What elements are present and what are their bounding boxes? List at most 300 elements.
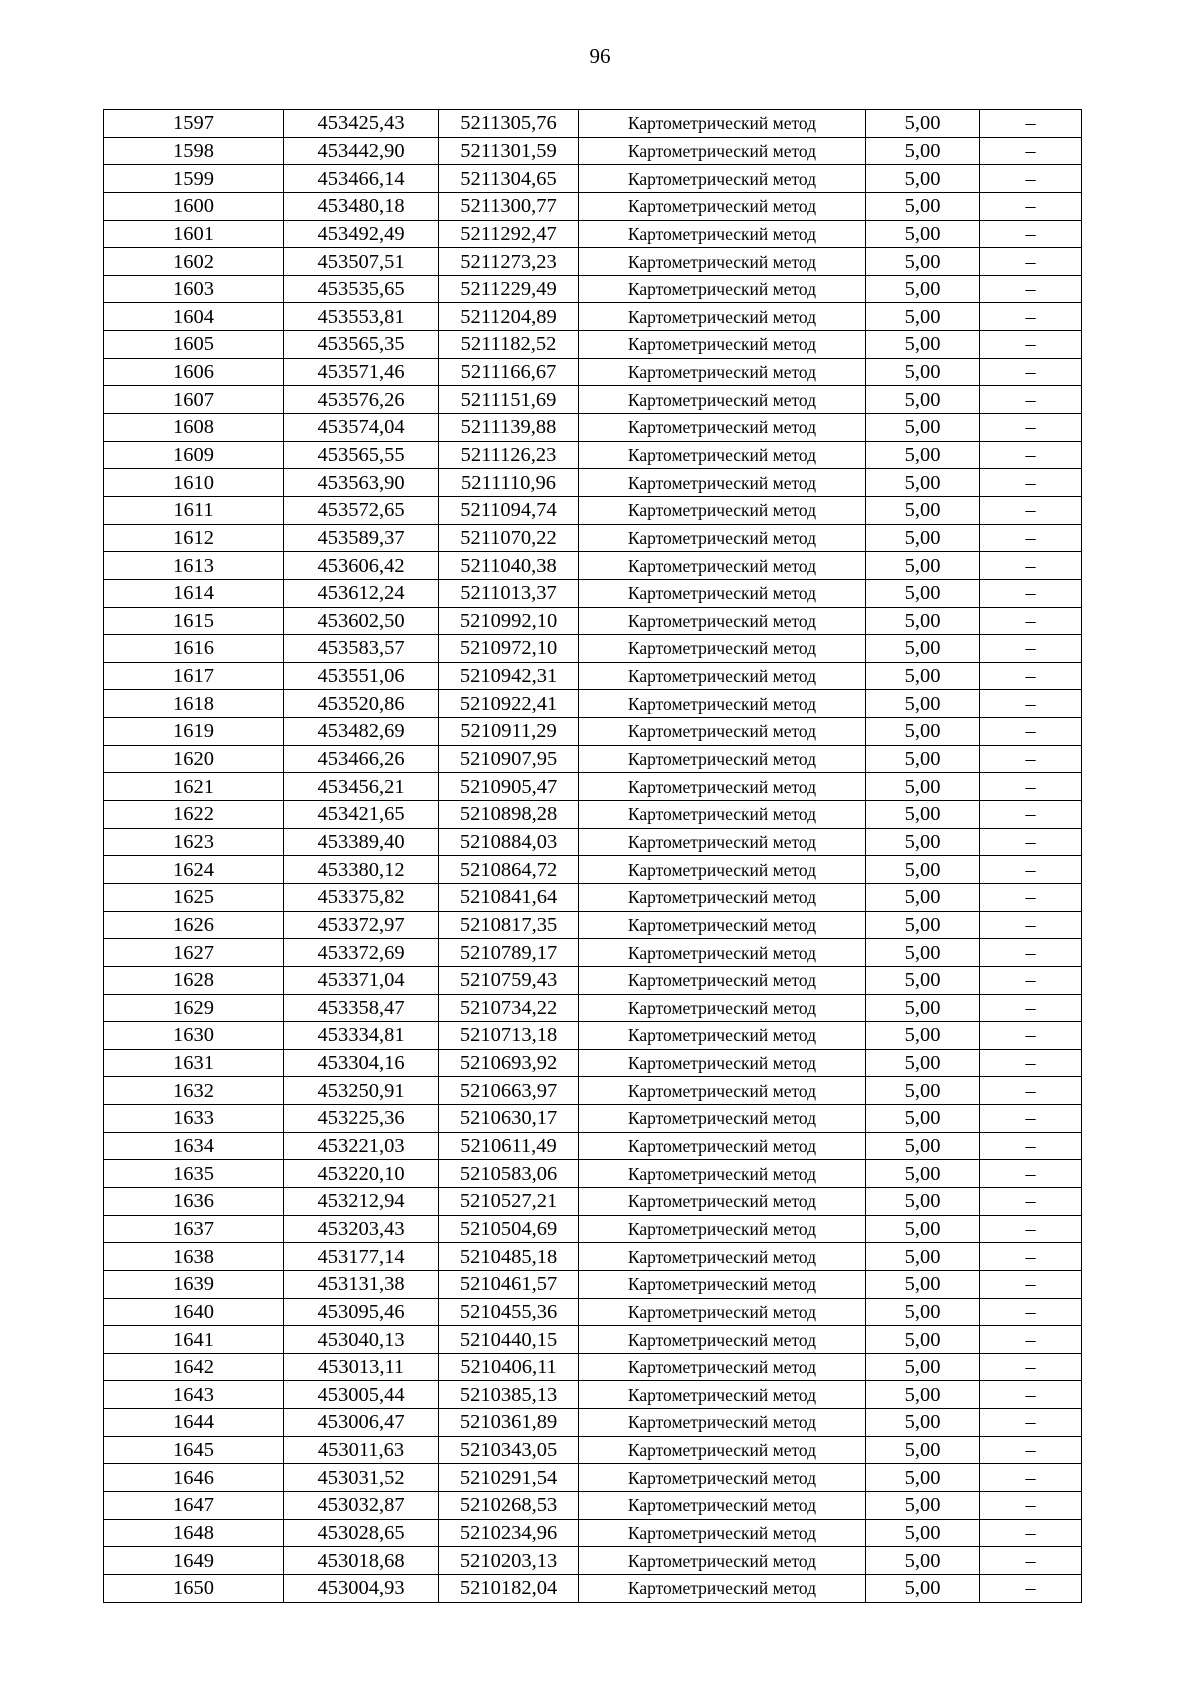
method-cell: Картометрический метод xyxy=(579,1547,866,1575)
accuracy-cell: 5,00 xyxy=(866,911,980,939)
point-number-cell: 1604 xyxy=(104,303,284,331)
x-coordinate-cell: 453212,94 xyxy=(284,1187,439,1215)
point-number-cell: 1628 xyxy=(104,966,284,994)
point-number-cell: 1616 xyxy=(104,635,284,663)
table-row xyxy=(104,801,1082,829)
table-row xyxy=(104,939,1082,967)
method-cell: Картометрический метод xyxy=(579,1270,866,1298)
x-coordinate-cell: 453535,65 xyxy=(284,275,439,303)
point-number-cell: 1602 xyxy=(104,248,284,276)
note-cell: – xyxy=(980,1132,1082,1160)
x-coordinate-cell: 453220,10 xyxy=(284,1160,439,1188)
method-cell: Картометрический метод xyxy=(579,137,866,165)
point-number-cell: 1629 xyxy=(104,994,284,1022)
y-coordinate-cell: 5210203,13 xyxy=(439,1547,579,1575)
table-row xyxy=(104,496,1082,524)
note-cell: – xyxy=(980,718,1082,746)
x-coordinate-cell: 453574,04 xyxy=(284,414,439,442)
note-cell: – xyxy=(980,275,1082,303)
method-cell: Картометрический метод xyxy=(579,192,866,220)
method-cell: Картометрический метод xyxy=(579,883,866,911)
point-number-cell: 1618 xyxy=(104,690,284,718)
table-row xyxy=(104,1464,1082,1492)
table-row xyxy=(104,137,1082,165)
point-number-cell: 1597 xyxy=(104,110,284,138)
accuracy-cell: 5,00 xyxy=(866,994,980,1022)
accuracy-cell: 5,00 xyxy=(866,220,980,248)
table-row xyxy=(104,1243,1082,1271)
x-coordinate-cell: 453004,93 xyxy=(284,1574,439,1602)
x-coordinate-cell: 453358,47 xyxy=(284,994,439,1022)
accuracy-cell: 5,00 xyxy=(866,1326,980,1354)
point-number-cell: 1650 xyxy=(104,1574,284,1602)
x-coordinate-cell: 453372,97 xyxy=(284,911,439,939)
point-number-cell: 1631 xyxy=(104,1049,284,1077)
accuracy-cell: 5,00 xyxy=(866,1464,980,1492)
note-cell: – xyxy=(980,883,1082,911)
method-cell: Картометрический метод xyxy=(579,469,866,497)
x-coordinate-cell: 453013,11 xyxy=(284,1353,439,1381)
y-coordinate-cell: 5211300,77 xyxy=(439,192,579,220)
x-coordinate-cell: 453389,40 xyxy=(284,828,439,856)
y-coordinate-cell: 5211229,49 xyxy=(439,275,579,303)
method-cell: Картометрический метод xyxy=(579,828,866,856)
x-coordinate-cell: 453225,36 xyxy=(284,1105,439,1133)
method-cell: Картометрический метод xyxy=(579,911,866,939)
note-cell: – xyxy=(980,1243,1082,1271)
x-coordinate-cell: 453456,21 xyxy=(284,773,439,801)
x-coordinate-cell: 453005,44 xyxy=(284,1381,439,1409)
y-coordinate-cell: 5211110,96 xyxy=(439,469,579,497)
y-coordinate-cell: 5210234,96 xyxy=(439,1519,579,1547)
x-coordinate-cell: 453466,26 xyxy=(284,745,439,773)
accuracy-cell: 5,00 xyxy=(866,828,980,856)
point-number-cell: 1626 xyxy=(104,911,284,939)
point-number-cell: 1636 xyxy=(104,1187,284,1215)
y-coordinate-cell: 5210385,13 xyxy=(439,1381,579,1409)
point-number-cell: 1637 xyxy=(104,1215,284,1243)
table-row xyxy=(104,1492,1082,1520)
y-coordinate-cell: 5210583,06 xyxy=(439,1160,579,1188)
point-number-cell: 1639 xyxy=(104,1270,284,1298)
y-coordinate-cell: 5210905,47 xyxy=(439,773,579,801)
x-coordinate-cell: 453371,04 xyxy=(284,966,439,994)
x-coordinate-cell: 453334,81 xyxy=(284,1022,439,1050)
accuracy-cell: 5,00 xyxy=(866,1353,980,1381)
accuracy-cell: 5,00 xyxy=(866,1574,980,1602)
table-row xyxy=(104,552,1082,580)
table-row xyxy=(104,386,1082,414)
method-cell: Картометрический метод xyxy=(579,773,866,801)
point-number-cell: 1613 xyxy=(104,552,284,580)
y-coordinate-cell: 5210455,36 xyxy=(439,1298,579,1326)
note-cell: – xyxy=(980,1409,1082,1437)
x-coordinate-cell: 453606,42 xyxy=(284,552,439,580)
y-coordinate-cell: 5210291,54 xyxy=(439,1464,579,1492)
y-coordinate-cell: 5210907,95 xyxy=(439,745,579,773)
table-row xyxy=(104,1547,1082,1575)
method-cell: Картометрический метод xyxy=(579,1574,866,1602)
table-row xyxy=(104,1298,1082,1326)
note-cell: – xyxy=(980,1160,1082,1188)
note-cell: – xyxy=(980,1574,1082,1602)
y-coordinate-cell: 5210942,31 xyxy=(439,662,579,690)
point-number-cell: 1605 xyxy=(104,331,284,359)
x-coordinate-cell: 453131,38 xyxy=(284,1270,439,1298)
y-coordinate-cell: 5210898,28 xyxy=(439,801,579,829)
method-cell: Картометрический метод xyxy=(579,745,866,773)
method-cell: Картометрический метод xyxy=(579,1132,866,1160)
table-row xyxy=(104,220,1082,248)
accuracy-cell: 5,00 xyxy=(866,1381,980,1409)
point-number-cell: 1623 xyxy=(104,828,284,856)
accuracy-cell: 5,00 xyxy=(866,635,980,663)
point-number-cell: 1634 xyxy=(104,1132,284,1160)
method-cell: Картометрический метод xyxy=(579,1022,866,1050)
note-cell: – xyxy=(980,1381,1082,1409)
point-number-cell: 1619 xyxy=(104,718,284,746)
x-coordinate-cell: 453480,18 xyxy=(284,192,439,220)
page-number: 96 xyxy=(589,44,611,68)
table-row xyxy=(104,192,1082,220)
y-coordinate-cell: 5210663,97 xyxy=(439,1077,579,1105)
table-row xyxy=(104,1160,1082,1188)
point-number-cell: 1632 xyxy=(104,1077,284,1105)
point-number-cell: 1599 xyxy=(104,165,284,193)
accuracy-cell: 5,00 xyxy=(866,524,980,552)
y-coordinate-cell: 5210630,17 xyxy=(439,1105,579,1133)
point-number-cell: 1607 xyxy=(104,386,284,414)
method-cell: Картометрический метод xyxy=(579,414,866,442)
method-cell: Картометрический метод xyxy=(579,939,866,967)
method-cell: Картометрический метод xyxy=(579,303,866,331)
table-row xyxy=(104,966,1082,994)
y-coordinate-cell: 5210406,11 xyxy=(439,1353,579,1381)
point-number-cell: 1622 xyxy=(104,801,284,829)
accuracy-cell: 5,00 xyxy=(866,662,980,690)
accuracy-cell: 5,00 xyxy=(866,275,980,303)
y-coordinate-cell: 5211182,52 xyxy=(439,331,579,359)
x-coordinate-cell: 453031,52 xyxy=(284,1464,439,1492)
table-row xyxy=(104,607,1082,635)
y-coordinate-cell: 5211126,23 xyxy=(439,441,579,469)
accuracy-cell: 5,00 xyxy=(866,165,980,193)
note-cell: – xyxy=(980,1547,1082,1575)
table-row xyxy=(104,469,1082,497)
y-coordinate-cell: 5210343,05 xyxy=(439,1436,579,1464)
accuracy-cell: 5,00 xyxy=(866,1105,980,1133)
accuracy-cell: 5,00 xyxy=(866,773,980,801)
method-cell: Картометрический метод xyxy=(579,386,866,414)
x-coordinate-cell: 453442,90 xyxy=(284,137,439,165)
accuracy-cell: 5,00 xyxy=(866,856,980,884)
x-coordinate-cell: 453221,03 xyxy=(284,1132,439,1160)
accuracy-cell: 5,00 xyxy=(866,745,980,773)
point-number-cell: 1617 xyxy=(104,662,284,690)
note-cell: – xyxy=(980,137,1082,165)
table-row xyxy=(104,303,1082,331)
method-cell: Картометрический метод xyxy=(579,165,866,193)
point-number-cell: 1612 xyxy=(104,524,284,552)
method-cell: Картометрический метод xyxy=(579,1436,866,1464)
note-cell: – xyxy=(980,801,1082,829)
accuracy-cell: 5,00 xyxy=(866,939,980,967)
method-cell: Картометрический метод xyxy=(579,801,866,829)
point-number-cell: 1601 xyxy=(104,220,284,248)
point-number-cell: 1609 xyxy=(104,441,284,469)
table-row xyxy=(104,1077,1082,1105)
note-cell: – xyxy=(980,607,1082,635)
note-cell: – xyxy=(980,496,1082,524)
note-cell: – xyxy=(980,828,1082,856)
x-coordinate-cell: 453177,14 xyxy=(284,1243,439,1271)
method-cell: Картометрический метод xyxy=(579,1464,866,1492)
y-coordinate-cell: 5210759,43 xyxy=(439,966,579,994)
y-coordinate-cell: 5211094,74 xyxy=(439,496,579,524)
y-coordinate-cell: 5210611,49 xyxy=(439,1132,579,1160)
note-cell: – xyxy=(980,939,1082,967)
table-row xyxy=(104,1326,1082,1354)
method-cell: Картометрический метод xyxy=(579,496,866,524)
coordinates-table-body xyxy=(104,110,1082,1603)
note-cell: – xyxy=(980,469,1082,497)
x-coordinate-cell: 453563,90 xyxy=(284,469,439,497)
accuracy-cell: 5,00 xyxy=(866,801,980,829)
y-coordinate-cell: 5210911,29 xyxy=(439,718,579,746)
table-row xyxy=(104,110,1082,138)
method-cell: Картометрический метод xyxy=(579,635,866,663)
method-cell: Картометрический метод xyxy=(579,552,866,580)
point-number-cell: 1635 xyxy=(104,1160,284,1188)
note-cell: – xyxy=(980,966,1082,994)
x-coordinate-cell: 453576,26 xyxy=(284,386,439,414)
accuracy-cell: 5,00 xyxy=(866,1519,980,1547)
table-row xyxy=(104,1049,1082,1077)
note-cell: – xyxy=(980,690,1082,718)
method-cell: Картометрический метод xyxy=(579,275,866,303)
method-cell: Картометрический метод xyxy=(579,856,866,884)
accuracy-cell: 5,00 xyxy=(866,579,980,607)
y-coordinate-cell: 5210884,03 xyxy=(439,828,579,856)
y-coordinate-cell: 5210527,21 xyxy=(439,1187,579,1215)
accuracy-cell: 5,00 xyxy=(866,414,980,442)
accuracy-cell: 5,00 xyxy=(866,1547,980,1575)
method-cell: Картометрический метод xyxy=(579,1160,866,1188)
accuracy-cell: 5,00 xyxy=(866,1160,980,1188)
accuracy-cell: 5,00 xyxy=(866,331,980,359)
method-cell: Картометрический метод xyxy=(579,441,866,469)
point-number-cell: 1615 xyxy=(104,607,284,635)
accuracy-cell: 5,00 xyxy=(866,552,980,580)
y-coordinate-cell: 5210693,92 xyxy=(439,1049,579,1077)
point-number-cell: 1600 xyxy=(104,192,284,220)
y-coordinate-cell: 5210841,64 xyxy=(439,883,579,911)
y-coordinate-cell: 5210922,41 xyxy=(439,690,579,718)
note-cell: – xyxy=(980,1215,1082,1243)
accuracy-cell: 5,00 xyxy=(866,607,980,635)
table-row xyxy=(104,1022,1082,1050)
note-cell: – xyxy=(980,192,1082,220)
accuracy-cell: 5,00 xyxy=(866,358,980,386)
x-coordinate-cell: 453250,91 xyxy=(284,1077,439,1105)
accuracy-cell: 5,00 xyxy=(866,1187,980,1215)
y-coordinate-cell: 5211301,59 xyxy=(439,137,579,165)
note-cell: – xyxy=(980,1022,1082,1050)
method-cell: Картометрический метод xyxy=(579,1049,866,1077)
table-row xyxy=(104,1436,1082,1464)
method-cell: Картометрический метод xyxy=(579,248,866,276)
accuracy-cell: 5,00 xyxy=(866,883,980,911)
y-coordinate-cell: 5211013,37 xyxy=(439,579,579,607)
table-row xyxy=(104,1187,1082,1215)
y-coordinate-cell: 5211292,47 xyxy=(439,220,579,248)
table-row xyxy=(104,331,1082,359)
y-coordinate-cell: 5210734,22 xyxy=(439,994,579,1022)
y-coordinate-cell: 5210504,69 xyxy=(439,1215,579,1243)
point-number-cell: 1630 xyxy=(104,1022,284,1050)
table-row xyxy=(104,635,1082,663)
note-cell: – xyxy=(980,1077,1082,1105)
accuracy-cell: 5,00 xyxy=(866,690,980,718)
y-coordinate-cell: 5211166,67 xyxy=(439,358,579,386)
x-coordinate-cell: 453040,13 xyxy=(284,1326,439,1354)
note-cell: – xyxy=(980,358,1082,386)
table-row xyxy=(104,165,1082,193)
point-number-cell: 1603 xyxy=(104,275,284,303)
note-cell: – xyxy=(980,524,1082,552)
note-cell: – xyxy=(980,994,1082,1022)
y-coordinate-cell: 5210864,72 xyxy=(439,856,579,884)
note-cell: – xyxy=(980,331,1082,359)
accuracy-cell: 5,00 xyxy=(866,248,980,276)
note-cell: – xyxy=(980,386,1082,414)
coordinates-table xyxy=(103,109,1082,1603)
table-row xyxy=(104,662,1082,690)
accuracy-cell: 5,00 xyxy=(866,386,980,414)
x-coordinate-cell: 453492,49 xyxy=(284,220,439,248)
x-coordinate-cell: 453304,16 xyxy=(284,1049,439,1077)
point-number-cell: 1611 xyxy=(104,496,284,524)
note-cell: – xyxy=(980,911,1082,939)
note-cell: – xyxy=(980,1353,1082,1381)
note-cell: – xyxy=(980,579,1082,607)
method-cell: Картометрический метод xyxy=(579,524,866,552)
table-row xyxy=(104,773,1082,801)
x-coordinate-cell: 453006,47 xyxy=(284,1409,439,1437)
point-number-cell: 1624 xyxy=(104,856,284,884)
table-row xyxy=(104,579,1082,607)
table-row xyxy=(104,690,1082,718)
table-row xyxy=(104,1353,1082,1381)
accuracy-cell: 5,00 xyxy=(866,1132,980,1160)
x-coordinate-cell: 453571,46 xyxy=(284,358,439,386)
method-cell: Картометрический метод xyxy=(579,690,866,718)
x-coordinate-cell: 453551,06 xyxy=(284,662,439,690)
note-cell: – xyxy=(980,441,1082,469)
y-coordinate-cell: 5211151,69 xyxy=(439,386,579,414)
method-cell: Картометрический метод xyxy=(579,966,866,994)
point-number-cell: 1646 xyxy=(104,1464,284,1492)
point-number-cell: 1642 xyxy=(104,1353,284,1381)
point-number-cell: 1643 xyxy=(104,1381,284,1409)
y-coordinate-cell: 5211070,22 xyxy=(439,524,579,552)
x-coordinate-cell: 453466,14 xyxy=(284,165,439,193)
y-coordinate-cell: 5210440,15 xyxy=(439,1326,579,1354)
y-coordinate-cell: 5211204,89 xyxy=(439,303,579,331)
x-coordinate-cell: 453380,12 xyxy=(284,856,439,884)
point-number-cell: 1614 xyxy=(104,579,284,607)
table-row xyxy=(104,1519,1082,1547)
point-number-cell: 1640 xyxy=(104,1298,284,1326)
table-row xyxy=(104,524,1082,552)
method-cell: Картометрический метод xyxy=(579,1326,866,1354)
note-cell: – xyxy=(980,248,1082,276)
accuracy-cell: 5,00 xyxy=(866,441,980,469)
accuracy-cell: 5,00 xyxy=(866,1049,980,1077)
note-cell: – xyxy=(980,110,1082,138)
accuracy-cell: 5,00 xyxy=(866,1077,980,1105)
method-cell: Картометрический метод xyxy=(579,662,866,690)
accuracy-cell: 5,00 xyxy=(866,1492,980,1520)
accuracy-cell: 5,00 xyxy=(866,192,980,220)
method-cell: Картометрический метод xyxy=(579,607,866,635)
table-row xyxy=(104,358,1082,386)
accuracy-cell: 5,00 xyxy=(866,469,980,497)
point-number-cell: 1610 xyxy=(104,469,284,497)
note-cell: – xyxy=(980,1298,1082,1326)
point-number-cell: 1606 xyxy=(104,358,284,386)
point-number-cell: 1641 xyxy=(104,1326,284,1354)
y-coordinate-cell: 5210992,10 xyxy=(439,607,579,635)
y-coordinate-cell: 5210268,53 xyxy=(439,1492,579,1520)
method-cell: Картометрический метод xyxy=(579,1381,866,1409)
y-coordinate-cell: 5211139,88 xyxy=(439,414,579,442)
method-cell: Картометрический метод xyxy=(579,1215,866,1243)
table-row xyxy=(104,1132,1082,1160)
method-cell: Картометрический метод xyxy=(579,1519,866,1547)
table-row xyxy=(104,275,1082,303)
y-coordinate-cell: 5210789,17 xyxy=(439,939,579,967)
x-coordinate-cell: 453482,69 xyxy=(284,718,439,746)
note-cell: – xyxy=(980,745,1082,773)
note-cell: – xyxy=(980,1187,1082,1215)
x-coordinate-cell: 453507,51 xyxy=(284,248,439,276)
note-cell: – xyxy=(980,773,1082,801)
table-row xyxy=(104,1105,1082,1133)
note-cell: – xyxy=(980,165,1082,193)
note-cell: – xyxy=(980,662,1082,690)
point-number-cell: 1647 xyxy=(104,1492,284,1520)
accuracy-cell: 5,00 xyxy=(866,1298,980,1326)
point-number-cell: 1644 xyxy=(104,1409,284,1437)
y-coordinate-cell: 5211273,23 xyxy=(439,248,579,276)
method-cell: Картометрический метод xyxy=(579,331,866,359)
x-coordinate-cell: 453572,65 xyxy=(284,496,439,524)
y-coordinate-cell: 5211304,65 xyxy=(439,165,579,193)
method-cell: Картометрический метод xyxy=(579,1298,866,1326)
accuracy-cell: 5,00 xyxy=(866,303,980,331)
note-cell: – xyxy=(980,1464,1082,1492)
note-cell: – xyxy=(980,552,1082,580)
y-coordinate-cell: 5210361,89 xyxy=(439,1409,579,1437)
table-row xyxy=(104,745,1082,773)
note-cell: – xyxy=(980,1326,1082,1354)
point-number-cell: 1645 xyxy=(104,1436,284,1464)
point-number-cell: 1649 xyxy=(104,1547,284,1575)
accuracy-cell: 5,00 xyxy=(866,718,980,746)
y-coordinate-cell: 5211305,76 xyxy=(439,110,579,138)
x-coordinate-cell: 453011,63 xyxy=(284,1436,439,1464)
